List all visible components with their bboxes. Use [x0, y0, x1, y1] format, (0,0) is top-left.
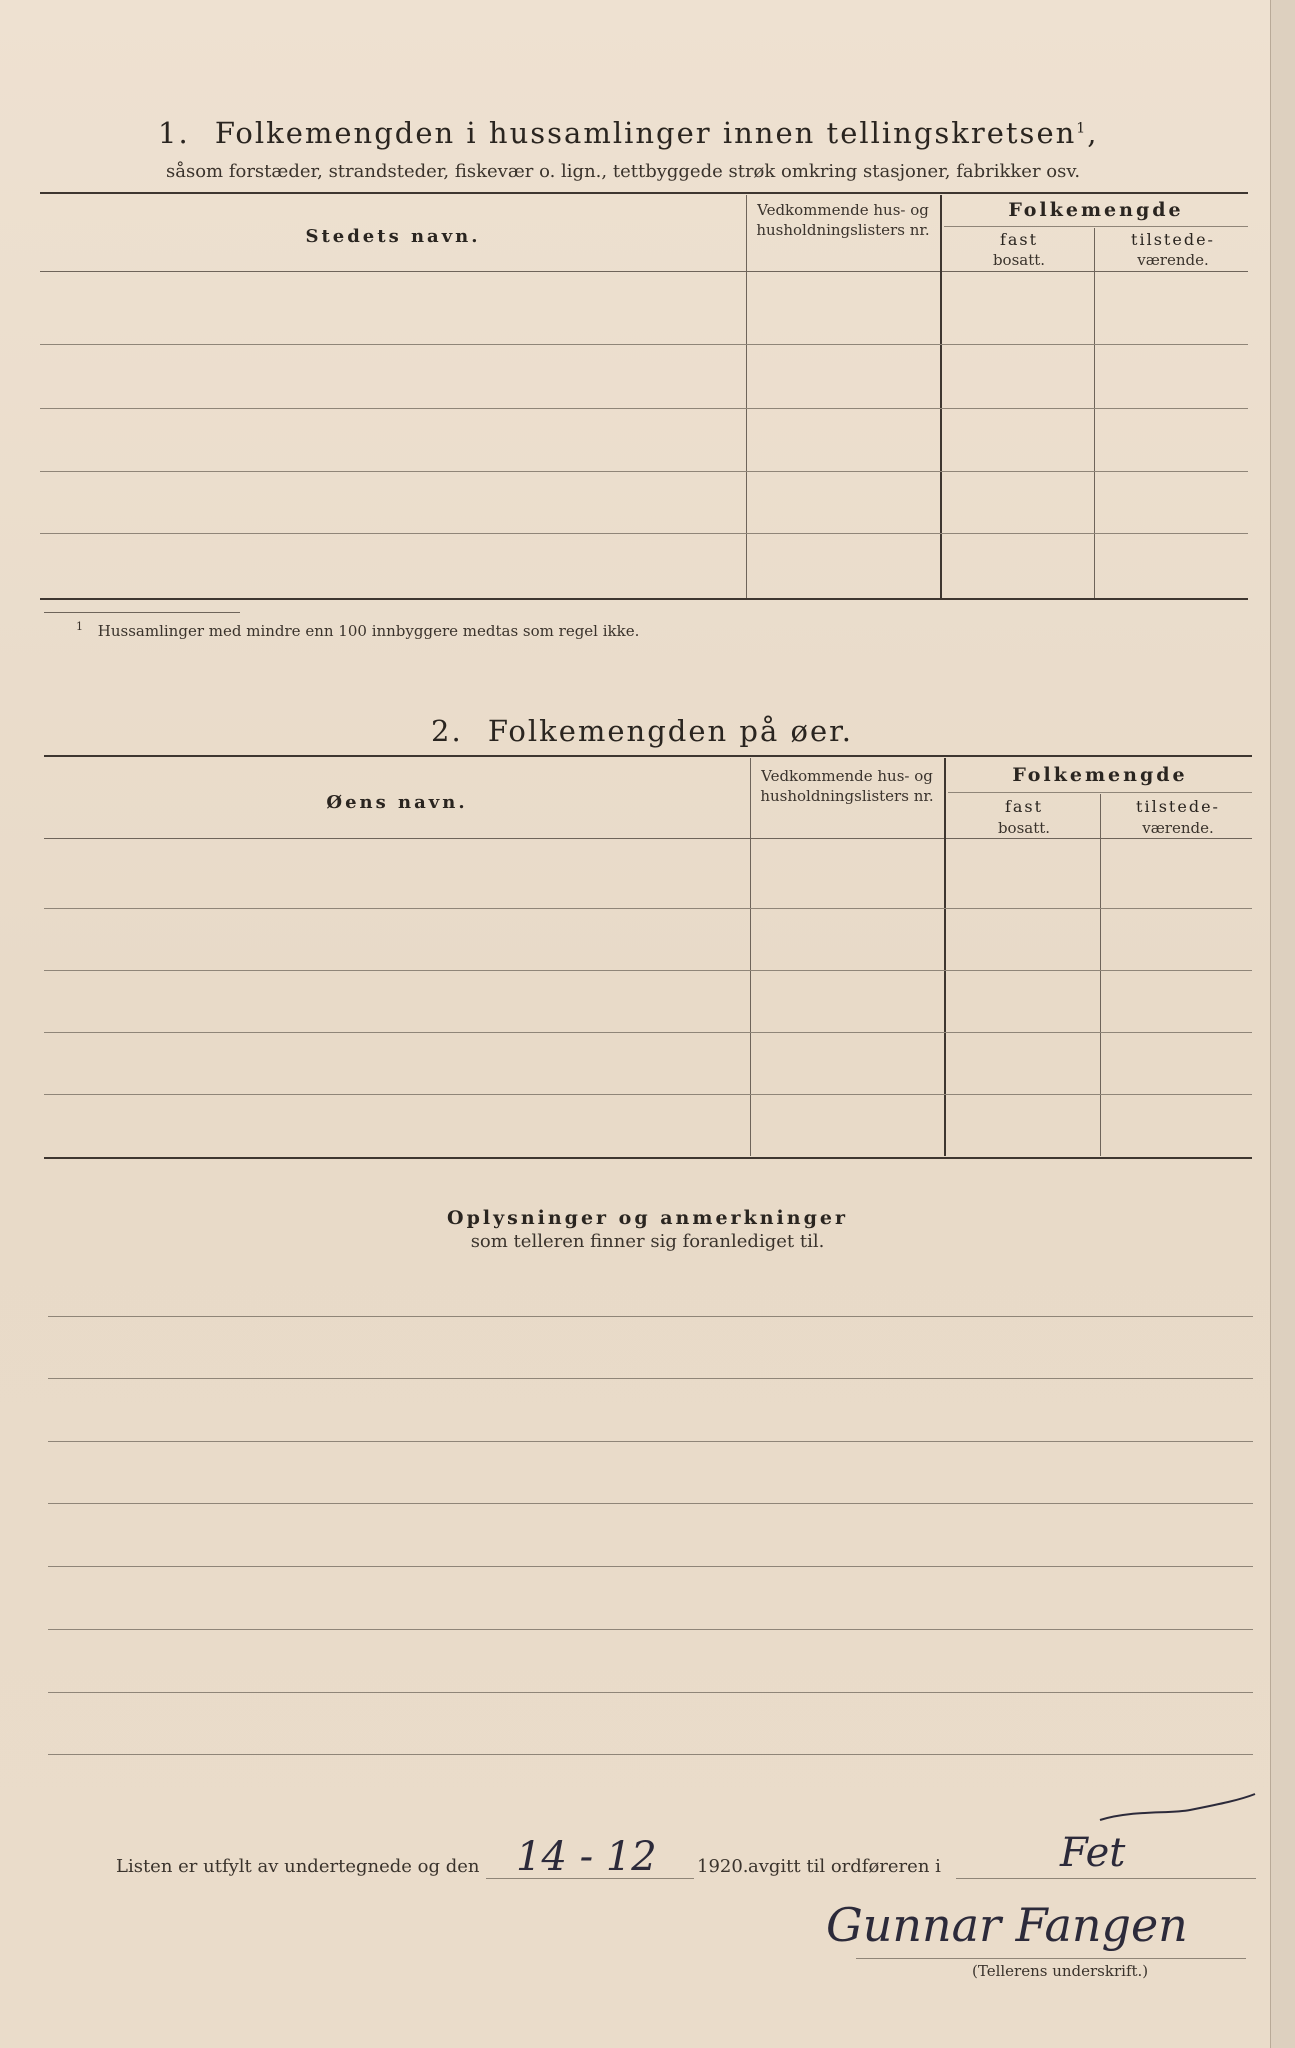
- place-flourish: [1090, 1790, 1260, 1840]
- remarks-line: [48, 1441, 1253, 1442]
- remarks-line: [48, 1316, 1253, 1317]
- table2-row-rule: [44, 970, 1252, 971]
- table1-bottom-rule: [40, 598, 1248, 600]
- signature-underline: [856, 1958, 1246, 1959]
- remarks-line: [48, 1503, 1253, 1504]
- table1-group-rule: [944, 226, 1248, 227]
- remarks-line: [48, 1754, 1253, 1755]
- signature-handwritten: Gunnar Fangen: [826, 1898, 1188, 1952]
- table1-vline-3: [1094, 228, 1095, 599]
- table1-col-name: Stedets navn.: [305, 226, 481, 247]
- table2-col-name: Øens navn.: [326, 792, 468, 813]
- table1-col-fast: fast: [999, 230, 1039, 249]
- section1-number: 1.: [158, 116, 190, 150]
- table2-vline-2: [944, 758, 946, 1156]
- table1-vline-1: [746, 195, 747, 599]
- table2-top-rule: [44, 755, 1252, 757]
- table2-col-group: Folkemengde: [1012, 764, 1188, 786]
- remarks-heading: Oplysninger og anmerkninger: [447, 1207, 848, 1229]
- table1-col-fast2: bosatt.: [992, 251, 1046, 269]
- section1-title-sup: 1: [1076, 120, 1088, 137]
- signature-prefix: Listen er utfylt av undertegnede og den: [116, 1856, 480, 1877]
- remarks-subheading: som telleren finner sig foranlediget til.: [470, 1231, 825, 1252]
- section1-title: [158, 116, 1098, 150]
- table1-top-rule: [40, 192, 1248, 194]
- section1-subtitle: såsom forstæder, strandsteder, fiskevær o. lign., tettbyggede strøk omkring stasjoner, fabrikker osv.: [166, 161, 1081, 182]
- place-handwritten: Fet: [1060, 1830, 1126, 1876]
- section1-title-trail: ,: [1087, 116, 1099, 150]
- table2-header-rule: [44, 838, 1252, 839]
- table2-row-rule: [44, 1094, 1252, 1095]
- page-edge: [1270, 0, 1295, 2048]
- table1-row-rule: [40, 471, 1248, 472]
- table1-col-tilst2: værende.: [1137, 251, 1209, 269]
- table2-col-list: Vedkommende hus- og husholdningslisters nr.: [760, 767, 934, 805]
- table2-bottom-rule: [44, 1157, 1252, 1159]
- signature-middle: avgitt til ordføreren i: [748, 1856, 941, 1877]
- table1-row-rule: [40, 533, 1248, 534]
- table2-row-rule: [44, 908, 1252, 909]
- table2-col-tilst2: værende.: [1142, 819, 1214, 837]
- signature-caption: (Tellerens underskrift.): [972, 1962, 1149, 1980]
- date-handwritten: 14 - 12: [516, 1834, 657, 1880]
- remarks-line: [48, 1692, 1253, 1693]
- footnote: [76, 620, 639, 640]
- section2-title-text: Folkemengden på øer.: [487, 714, 854, 748]
- section2-number: 2.: [431, 714, 463, 748]
- table1-row-rule: [40, 344, 1248, 345]
- table1-vline-2: [940, 195, 942, 599]
- table1-col-tilst: tilstede-: [1131, 230, 1215, 249]
- footnote-mark: 1: [76, 620, 83, 633]
- table1-row-rule: [40, 408, 1248, 409]
- place-underline: [956, 1878, 1256, 1879]
- signature-year: 1920.: [697, 1856, 749, 1877]
- table2-col-fast2: bosatt.: [997, 819, 1051, 837]
- section1-title-text: Folkemengden i hussamlinger innen tellingskretsen: [214, 116, 1077, 150]
- table1-col-list: Vedkommende hus- og husholdningslisters nr.: [756, 201, 930, 239]
- table2-col-tilst: tilstede-: [1136, 797, 1220, 816]
- footnote-rule: [44, 612, 240, 613]
- remarks-line: [48, 1629, 1253, 1630]
- remarks-line: [48, 1378, 1253, 1379]
- remarks-line: [48, 1566, 1253, 1567]
- table2-vline-1: [750, 758, 751, 1156]
- table2-row-rule: [44, 1032, 1252, 1033]
- table2-group-rule: [948, 792, 1252, 793]
- table1-header-rule: [40, 271, 1248, 272]
- table2-vline-3: [1100, 794, 1101, 1156]
- table1-col-group: Folkemengde: [1008, 199, 1184, 221]
- footnote-text: Hussamlinger med mindre enn 100 innbyggere medtas som regel ikke.: [97, 622, 640, 640]
- table2-col-fast: fast: [1004, 797, 1044, 816]
- section2-title: [431, 714, 853, 748]
